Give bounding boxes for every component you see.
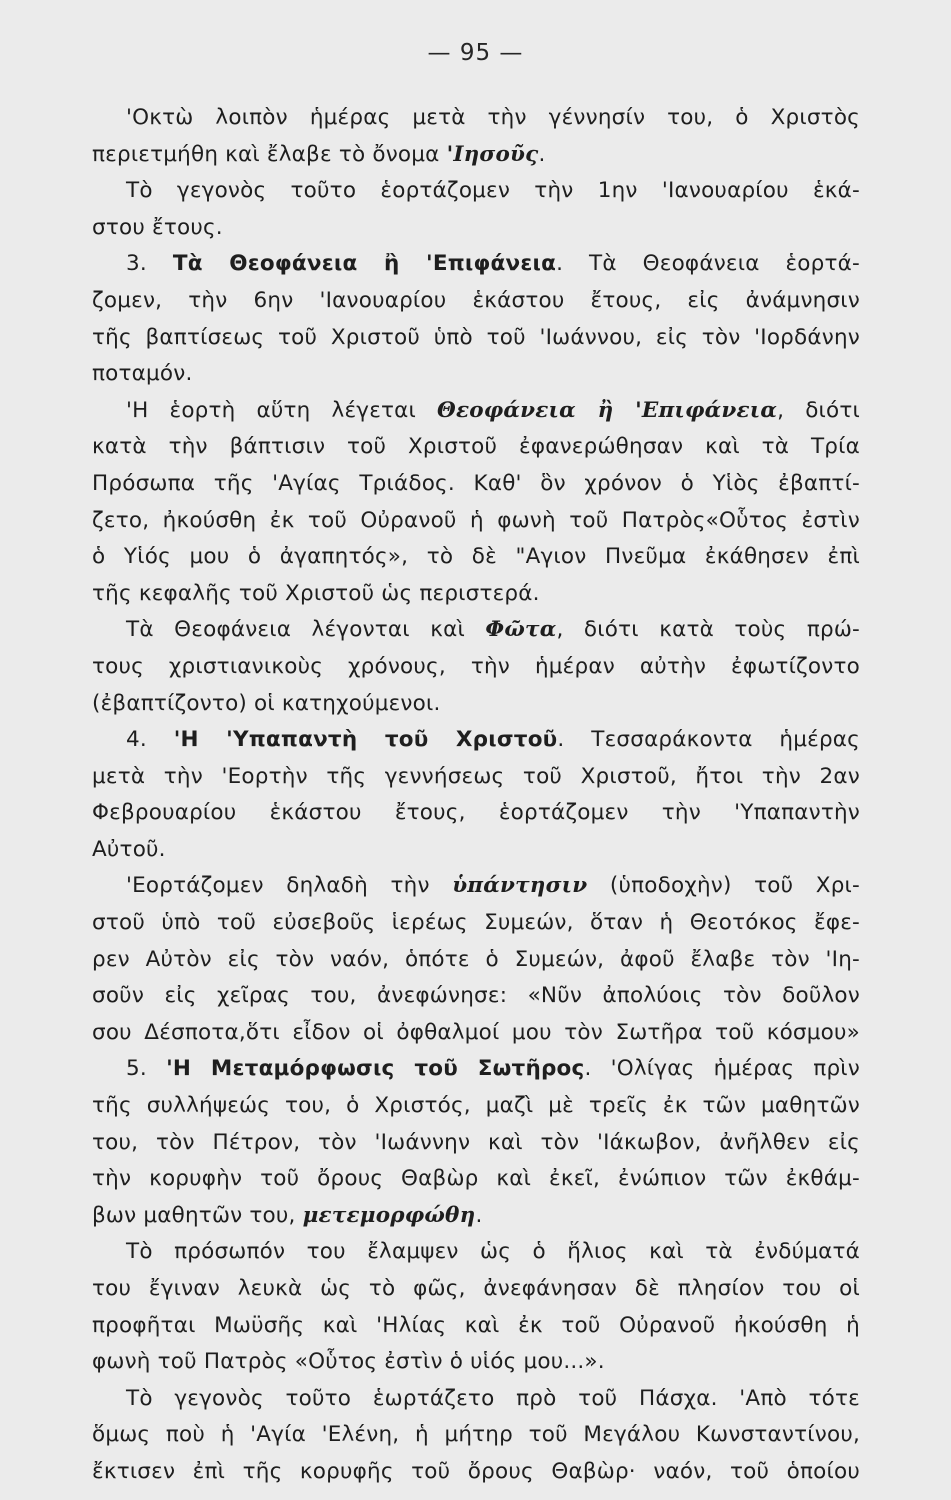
text-line: ἔκτισεν ἐπὶ τῆς κορυφῆς τοῦ ὄρους Θαβὼρ· ναόν, τοῦ ὁποίου	[92, 1458, 860, 1484]
text-line: Πρόσωπα τῆς 'Αγίας Τριάδος. Καθ' ὃν χρόνον ὁ Υἱὸς ἐβαπτί-	[92, 470, 860, 496]
text-line: τῆς βαπτίσεως τοῦ Χριστοῦ ὑπὸ τοῦ 'Ιωάννου, εἰς τὸν 'Ιορδάνην	[92, 324, 860, 350]
text-line: μετὰ τὴν 'Εορτὴν τῆς γεννήσεως τοῦ Χριστοῦ, ἤτοι τὴν 2αν	[92, 763, 860, 789]
text-segment: . Τὰ Θεοφάνεια ἑορτά-	[556, 251, 860, 277]
text-line: Φεβρουαρίου ἑκάστου ἔτους, ἑορτάζομεν τὴν 'Υπαπαντὴν	[92, 800, 860, 826]
text-line: ρεν Αὐτὸν εἰς τὸν ναόν, ὁπότε ὁ Συμεών, ἀφοῦ ἔλαβε τὸν 'Ιη-	[92, 946, 860, 972]
text-line: 'Οκτὼ λοιπὸν ἡμέρας μετὰ τὴν γέννησίν του, ὁ Χριστὸς	[126, 105, 860, 130]
text-segment: .	[538, 141, 546, 167]
text-segment: (ὑποδοχὴν) τοῦ Χρι-	[587, 873, 860, 899]
text-segment: 5.	[126, 1056, 167, 1082]
text-line	[92, 246, 860, 283]
text-line: ζετο, ἠκούσθη ἐκ τοῦ Οὐρανοῦ ἡ φωνὴ τοῦ Πατρὸς«Οὗτος ἐστὶν	[92, 507, 860, 533]
text-segment: 'Εορτάζομεν δηλαδὴ τὴν	[126, 873, 453, 899]
text-line: ὅμως ποὺ ἡ 'Αγία 'Ελένη, ἡ μήτηρ τοῦ Μεγάλου Κωνσταντίνου,	[92, 1422, 860, 1448]
text-line	[92, 868, 860, 905]
text-line	[92, 393, 860, 430]
text-line: στου ἔτους.	[92, 214, 223, 240]
text-line	[92, 1198, 860, 1235]
text-line: Τὸ γεγονὸς τοῦτο ἑωρτάζετο πρὸ τοῦ Πάσχα. 'Απὸ τότε	[126, 1385, 860, 1411]
text-line: σοῦν εἰς χεῖρας του, ἀνεφώνησε: «Νῦν ἀπολύοις τὸν δοῦλον	[92, 983, 860, 1009]
emphasis-text: Τὰ Θεοφάνεια ἢ 'Επιφάνεια	[172, 251, 557, 277]
emphasis-text: 'Η Μεταμόρφωσις τοῦ Σωτῆρος	[166, 1056, 585, 1082]
text-line: προφῆται Μωϋσῆς καὶ 'Ηλίας καὶ ἐκ τοῦ Οὐρανοῦ ἠκούσθη ἡ	[92, 1312, 860, 1338]
text-line	[92, 612, 860, 649]
text-line	[92, 722, 860, 759]
emphasis-text: 'Η 'Υπαπαντὴ τοῦ Χριστοῦ	[173, 727, 558, 753]
text-segment: , διότι κατὰ τοὺς πρώ-	[556, 617, 860, 643]
text-line: του ἔγιναν λευκὰ ὡς τὸ φῶς, ἀνεφάνησαν δὲ πλησίον του οἱ	[92, 1276, 860, 1301]
text-segment: .	[475, 1202, 483, 1228]
text-line: Τὸ πρόσωπόν του ἔλαμψεν ὡς ὁ ἥλιος καὶ τὰ ἐνδύματά	[126, 1239, 860, 1265]
text-line: τὴν κορυφὴν τοῦ ὄρους Θαβὼρ καὶ ἐκεῖ, ἐνώπιον τῶν ἐκθάμ-	[92, 1166, 860, 1192]
emphasis-text: ὑπάντησιν	[452, 873, 588, 899]
text-line	[92, 1051, 860, 1088]
emphasis-text: μετεμορφώθη	[302, 1202, 476, 1228]
text-segment: 3.	[126, 251, 173, 277]
text-segment: Τὰ Θεοφάνεια λέγονται καὶ	[126, 617, 486, 643]
text-segment: βων μαθητῶν του,	[92, 1202, 303, 1228]
text-line: κατὰ τὴν βάπτισιν τοῦ Χριστοῦ ἐφανερώθησαν καὶ τὰ Τρία	[92, 434, 860, 460]
body-text	[92, 100, 860, 1491]
text-line: του, τὸν Πέτρον, τὸν 'Ιωάννην καὶ τὸν 'Ιάκωβον, ἀνῆλθεν εἰς	[92, 1129, 860, 1155]
emphasis-text: Φῶτα	[485, 617, 557, 643]
text-segment: . 'Ολίγας ἡμέρας πρὶν	[584, 1056, 860, 1082]
text-segment: , διότι	[777, 397, 861, 423]
text-segment: . Τεσσαράκοντα ἡμέρας	[557, 727, 860, 753]
text-segment: περιετμήθη καὶ ἔλαβε τὸ ὄνομα	[92, 141, 447, 167]
text-line: στοῦ ὑπὸ τοῦ εὐσεβοῦς ἱερέως Συμεών, ὅταν ἡ Θεοτόκος ἔφε-	[92, 910, 860, 936]
page-number: — 95 —	[427, 40, 524, 66]
emphasis-text: Θεοφάνεια ἢ 'Επιφάνεια	[437, 397, 778, 423]
text-segment: 'Η ἑορτὴ αὕτη λέγεται	[126, 397, 438, 423]
text-line: Αὐτοῦ.	[92, 836, 166, 862]
text-line: ὁ Υἱός μου ὁ ἀγαπητός», τὸ δὲ "Αγιον Πνεῦμα ἐκάθησεν ἐπὶ	[92, 544, 860, 570]
text-line: Τὸ γεγονὸς τοῦτο ἑορτάζομεν τὴν 1ην 'Ιανουαρίου ἑκά-	[126, 178, 860, 204]
text-line: ζομεν, τὴν 6ην 'Ιανουαρίου ἑκάστου ἔτους, εἰς ἀνάμνησιν	[92, 287, 860, 313]
emphasis-text: 'Ιησοῦς	[446, 141, 539, 167]
text-line: σου Δέσποτα,ὅτι εἶδον οἱ ὀφθαλμοί μου τὸν Σωτῆρα τοῦ κόσμου»	[92, 1019, 860, 1045]
text-line: τῆς συλλήψεώς του, ὁ Χριστός, μαζὶ μὲ τρεῖς ἐκ τῶν μαθητῶν	[92, 1093, 860, 1119]
text-segment: 4.	[126, 727, 174, 753]
text-line: (ἐβαπτίζοντο) οἱ κατηχούμενοι.	[92, 690, 441, 716]
text-line: τῆς κεφαλῆς τοῦ Χριστοῦ ὡς περιστερά.	[92, 580, 540, 606]
text-line	[92, 137, 860, 174]
text-line: ποταμόν.	[92, 361, 193, 387]
text-line: φωνὴ τοῦ Πατρὸς «Οὗτος ἐστὶν ὁ υἱός μου...».	[92, 1349, 605, 1375]
text-line: τους χριστιανικοὺς χρόνους, τὴν ἡμέραν αὐτὴν ἐφωτίζοντο	[92, 653, 860, 679]
